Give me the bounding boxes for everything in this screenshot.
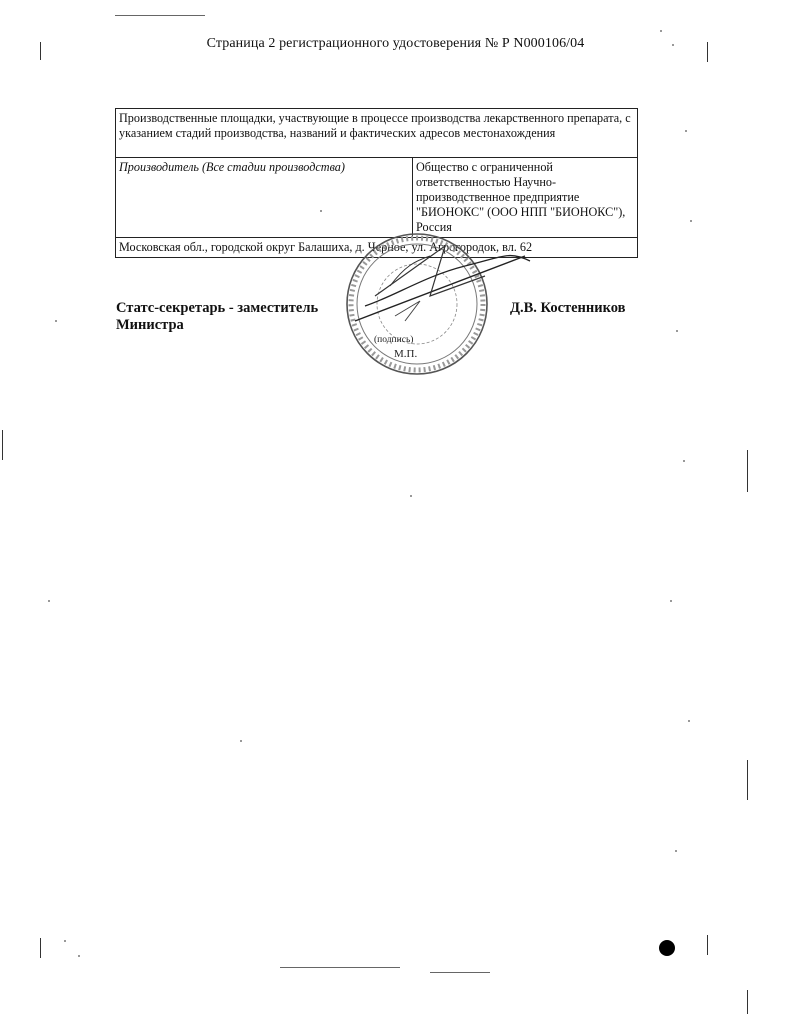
scan-margin-mark [707, 935, 708, 955]
official-stamp-seal [335, 226, 535, 376]
scan-margin-mark [2, 430, 3, 460]
manufacturer-company-cell: Общество с ограниченной ответственностью Научно-производственное предприятие "БИОНОКС" (ООО НПП "БИОНОКС"), Россия [413, 158, 638, 238]
scan-speck [78, 955, 80, 957]
scan-margin-mark [40, 42, 41, 60]
scan-speck [690, 220, 692, 222]
table-heading-row [116, 109, 638, 158]
scan-speck [675, 850, 677, 852]
scan-dash [430, 972, 490, 973]
scan-speck [685, 130, 687, 132]
seal-caption: М.П. [394, 348, 418, 360]
scan-speck [670, 600, 672, 602]
scan-margin-mark [747, 450, 748, 492]
scan-speck [240, 740, 242, 742]
scan-margin-mark [747, 760, 748, 800]
scan-punch-hole [659, 940, 675, 956]
manufacturer-address-cell: Московская обл., городской округ Балашиха, д. Черное, ул. Агрогородок, вл. 62 [116, 238, 638, 258]
scan-margin-mark [40, 938, 41, 958]
signatory-position: Статс-секретарь - заместитель Министра [116, 300, 319, 333]
scan-speck [48, 600, 50, 602]
scan-margin-mark [707, 42, 708, 62]
signatory-name: Д.В. Костенников [510, 300, 626, 316]
scan-speck [672, 44, 674, 46]
scan-speck [55, 320, 57, 322]
scan-speck [320, 210, 322, 212]
scan-speck [660, 30, 662, 32]
scan-speck [676, 330, 678, 332]
scan-speck [688, 720, 690, 722]
scan-speck [410, 495, 412, 497]
manufacturer-role-cell: Производитель (Все стадии производства) [116, 158, 413, 238]
scan-speck [64, 940, 66, 942]
scan-margin-mark [747, 990, 748, 1014]
scan-speck [683, 460, 685, 462]
scan-dash [115, 15, 205, 16]
signature-caption: (подпись) [374, 335, 414, 345]
table-heading-cell: Производственные площадки, участвующие в процессе производства лекарственного препарата, с указанием стадий производства, названий и фактических адресов местонахождения [116, 109, 638, 158]
scan-dash [280, 967, 400, 968]
page-title: Страница 2 регистрационного удостоверения № Р N000106/04 [206, 36, 585, 51]
